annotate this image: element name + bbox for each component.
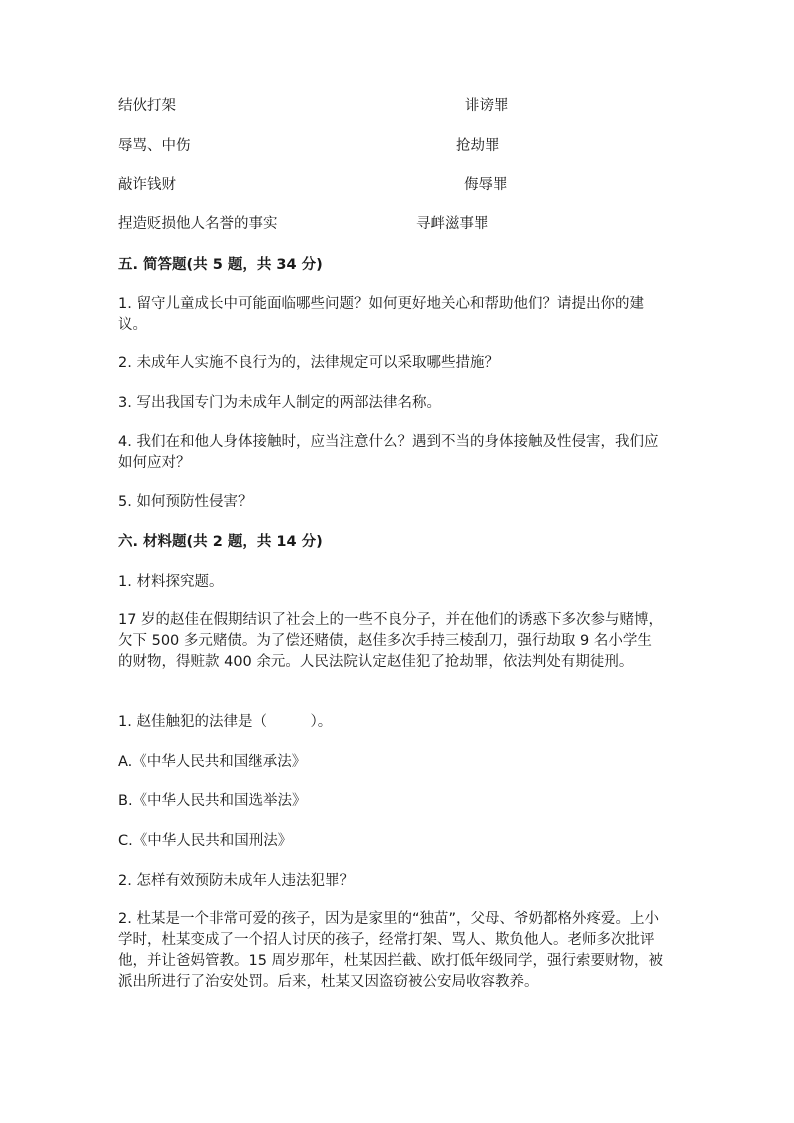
section-5-question-3: 3. 写出我国专门为未成年人制定的两部法律名称。 <box>118 395 441 411</box>
option-c: C.《中华人民共和国刑法》 <box>118 833 293 849</box>
match-left-1: 结伙打架 <box>118 98 176 114</box>
match-right-3: 侮辱罪 <box>464 177 508 193</box>
material-question-2: 2. 杜某是一个非常可爱的孩子，因为是家里的“独苗”，父母、爷奶都格外疼爱。上小学时，杜某变成了一个招人讨厌的孩子，经常打架、骂人、欺负他人。老师多次批评他，并让爸妈管教。15 周岁那年，杜某因拦截、欧打低年级同学，强行索要财物，被派出所进行了治安处罚。后来，杜某又因盗窃被公安局收容教养。 <box>118 911 664 990</box>
section-5-title: 五. 简答题(共 5 题，共 34 分) <box>118 257 323 273</box>
section-5-question-5: 5. 如何预防性侵害？ <box>118 494 253 510</box>
section-5-question-1: 1. 留守儿童成长中可能面临哪些问题？如何更好地关心和帮助他们？请提出你的建议。 <box>118 296 644 333</box>
section-6-title: 六. 材料题(共 2 题，共 14 分) <box>118 534 323 550</box>
option-a: A.《中华人民共和国继承法》 <box>118 754 307 770</box>
match-left-4: 捏造贬损他人名誉的事实 <box>118 216 278 232</box>
sub-question-2: 2. 怎样有效预防未成年人违法犯罪？ <box>118 873 354 889</box>
material-passage-1: 17 岁的赵佳在假期结识了社会上的一些不良分子，并在他们的诱惑下多次参与赌博，欠下 500 多元赌债。为了偿还赌债，赵佳多次手持三棱刮刀，强行劫取 9 名小学生的财物，得赃款 400 余元。人民法院认定赵佳犯了抢劫罪，依法判处有期徒刑。 <box>118 612 664 670</box>
material-question-1-label: 1. 材料探究题。 <box>118 574 224 590</box>
sub-question-1: 1. 赵佳触犯的法律是（ ）。 <box>118 714 333 730</box>
match-right-1: 诽谤罪 <box>465 98 509 114</box>
section-5-question-4: 4. 我们在和他人身体接触时，应当注意什么？遇到不当的身体接触及性侵害，我们应如何应对？ <box>118 434 659 471</box>
match-left-2: 辱骂、中伤 <box>118 138 191 154</box>
match-right-4: 寻衅滋事罪 <box>416 216 489 232</box>
option-b: B.《中华人民共和国选举法》 <box>118 793 307 809</box>
match-right-2: 抢劫罪 <box>456 138 500 154</box>
match-left-3: 敲诈钱财 <box>118 177 176 193</box>
section-5-question-2: 2. 未成年人实施不良行为的，法律规定可以采取哪些措施？ <box>118 355 499 371</box>
